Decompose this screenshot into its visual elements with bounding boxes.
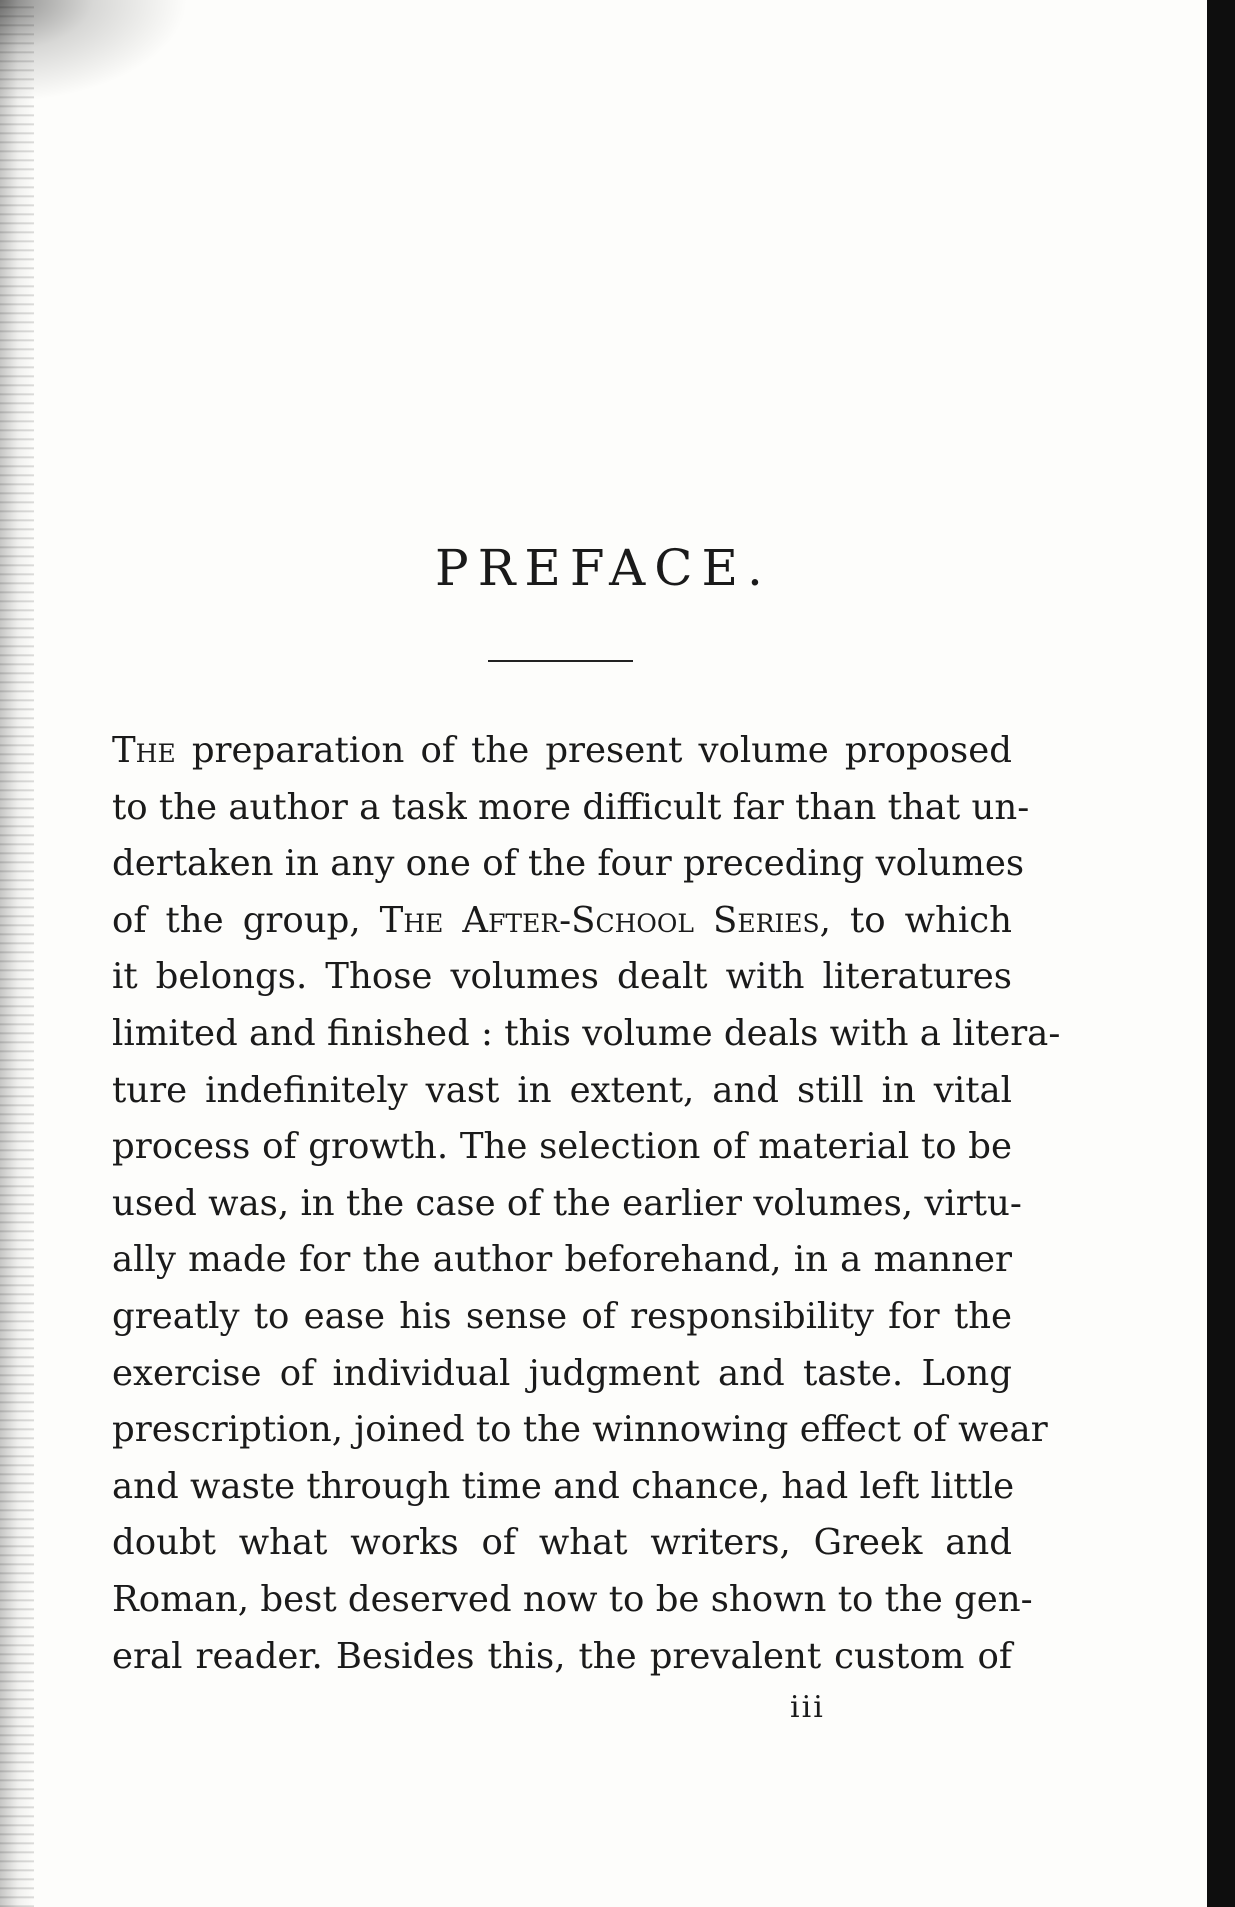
text-line: eral reader. Besides this, the prevalent custom of [112, 1635, 1012, 1677]
drop-word: The [112, 730, 176, 771]
text-line: and waste through time and chance, had left little [112, 1465, 1015, 1507]
text-line: ally made for the author beforehand, in a manner [112, 1239, 1012, 1281]
page-number: iii [790, 1690, 825, 1725]
text-line: Roman, best deserved now to be shown to the gen- [112, 1578, 1033, 1620]
text-line: process of growth. The selection of material to be [112, 1126, 1012, 1168]
binding-edge [1207, 0, 1235, 1907]
line-text: preparation of the present volume proposed [175, 730, 1012, 771]
text-line: greatly to ease his sense of responsibility for the [112, 1295, 1012, 1337]
text-line: prescription, joined to the winnowing effect of wear [112, 1409, 1048, 1451]
corner-smudge [0, 0, 220, 120]
line-text: , to which [819, 899, 1012, 941]
text-line: limited and finished : this volume deals with a litera- [112, 1012, 1061, 1054]
series-title: The After-School Series [379, 899, 820, 941]
text-line [112, 723, 1012, 780]
line-text: of the group, [112, 899, 380, 941]
heading-rule [488, 660, 633, 662]
page-heading: PREFACE. [435, 539, 772, 597]
page-gutter-shadow [0, 0, 34, 1907]
text-line: doubt what works of what writers, Greek and [112, 1522, 1012, 1564]
text-line: ture indefinitely vast in extent, and still in vital [112, 1069, 1012, 1111]
text-line: used was, in the case of the earlier volumes, virtu- [112, 1182, 1022, 1224]
preface-body [112, 723, 1061, 1685]
text-line: it belongs. Those volumes dealt with literatures [112, 956, 1012, 998]
text-line [112, 893, 1012, 950]
text-line: exercise of individual judgment and taste. Long [112, 1352, 1012, 1394]
text-line: dertaken in any one of the four preceding volumes [112, 843, 1025, 885]
text-line: to the author a task more difficult far than that un- [112, 786, 1030, 828]
